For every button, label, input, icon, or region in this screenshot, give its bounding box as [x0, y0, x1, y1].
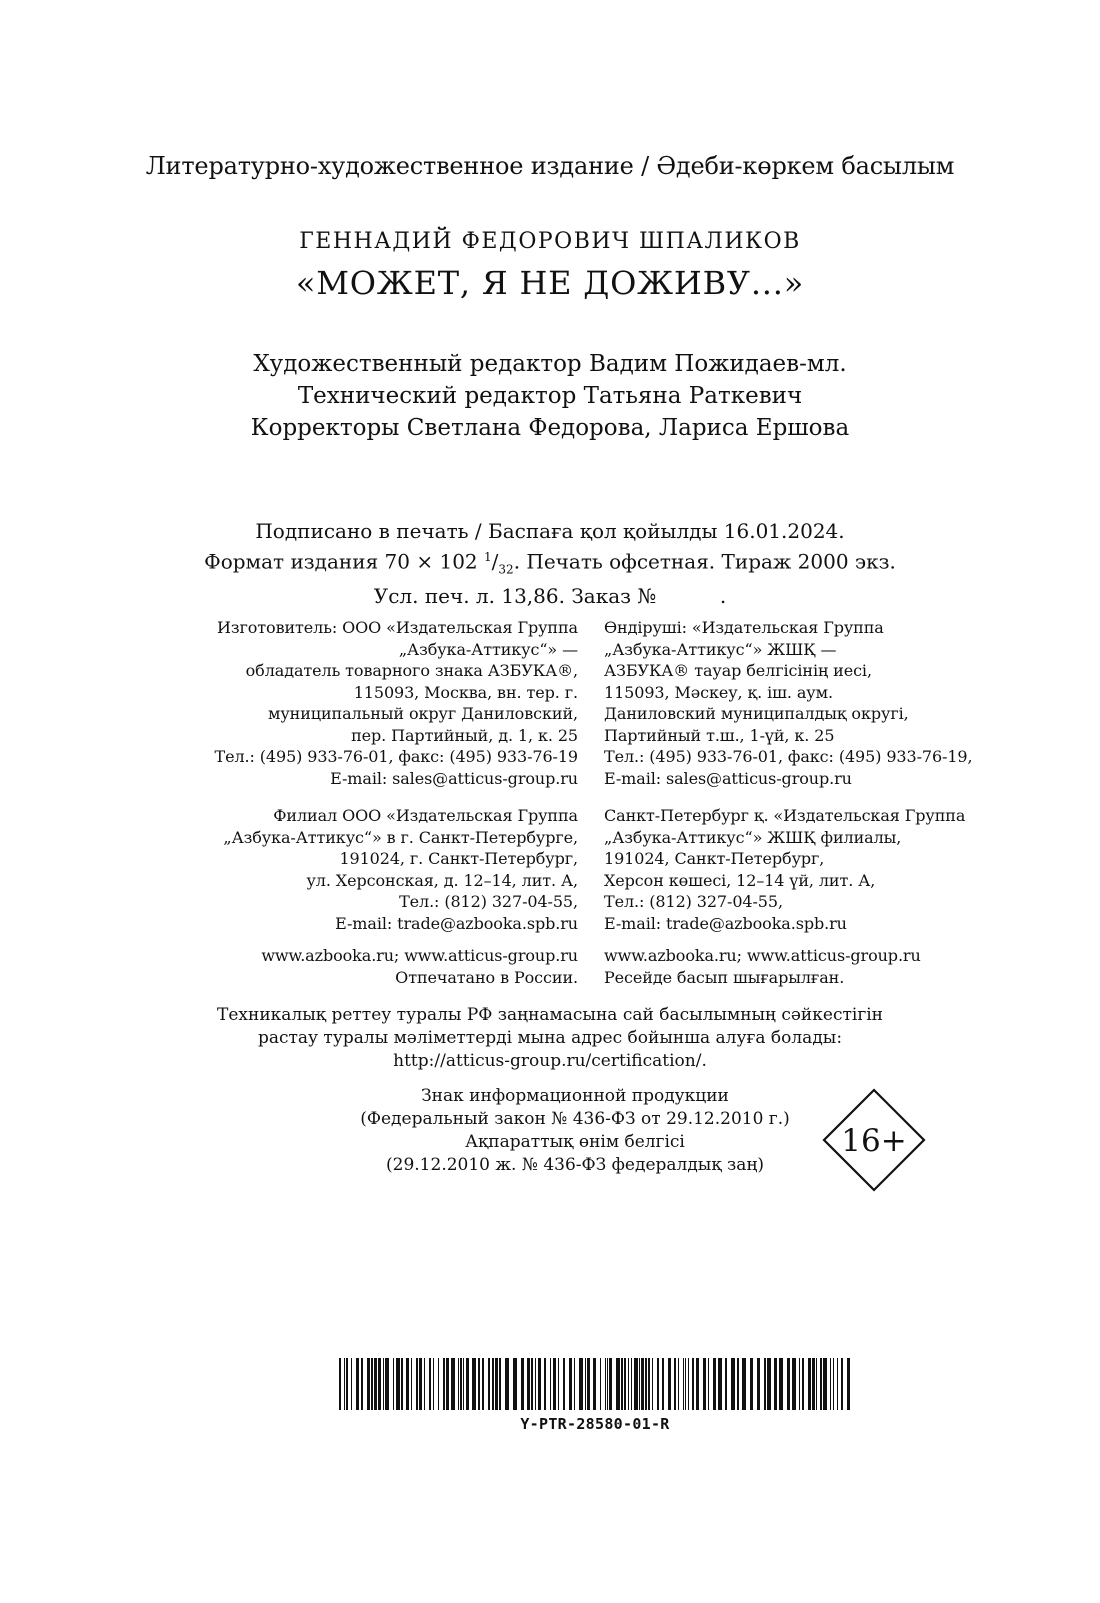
barcode-bar: [648, 1358, 650, 1410]
manufacturer-kz-line: 115093, Мәскеу, қ. іш. аум.: [604, 682, 833, 702]
barcode-bar: [460, 1358, 462, 1410]
barcode-bar: [812, 1358, 815, 1410]
barcode-bar: [505, 1358, 509, 1410]
branch-kz-line: Херсон көшесі, 12–14 үй, лит. А,: [604, 870, 876, 890]
web-ru: [150, 945, 578, 988]
sheets-order: Усл. печ. л. 13,86. Заказ № .: [373, 583, 727, 608]
info-sign-line: Знак информационной продукции: [421, 1086, 729, 1106]
barcode-bar: [657, 1358, 659, 1410]
barcode-bar: [385, 1358, 389, 1410]
barcode: [339, 1358, 851, 1410]
barcode-bar: [792, 1358, 796, 1410]
barcode-bar: [574, 1358, 575, 1410]
barcode-bar: [527, 1358, 530, 1410]
barcode-bar: [371, 1358, 373, 1410]
barcode-bar: [553, 1358, 556, 1410]
barcode-bar: [472, 1358, 476, 1410]
barcode-bar: [587, 1358, 590, 1410]
info-sign-line: (29.12.2010 ж. № 436-ФЗ федералдық заң): [386, 1155, 764, 1175]
web-kz: [604, 945, 1004, 988]
barcode-bar: [841, 1358, 843, 1410]
barcode-bar: [713, 1358, 716, 1410]
branch-ru-line: E-mail: trade@azbooka.spb.ru: [335, 913, 578, 933]
art-editor: Художественный редактор Вадим Пожидаев-мл.: [253, 351, 847, 377]
barcode-bar: [820, 1358, 822, 1410]
manufacturer-ru-line: муниципальный округ Даниловский,: [268, 704, 578, 723]
barcode-bar: [764, 1358, 766, 1410]
barcode-bar: [544, 1358, 546, 1410]
format-suffix: . Печать офсетная. Тираж 2000 экз.: [513, 549, 896, 574]
barcode-bar: [674, 1358, 676, 1410]
barcode-bar: [774, 1358, 777, 1410]
barcode-bar: [799, 1358, 800, 1410]
barcode-bar: [639, 1358, 640, 1410]
barcode-bar: [634, 1358, 638, 1410]
barcode-bar: [406, 1358, 409, 1410]
barcode-bar: [802, 1358, 804, 1410]
barcode-bar: [833, 1358, 834, 1410]
branch-ru-line: Филиал ООО «Издательская Группа: [273, 806, 578, 825]
manufacturer-ru: [150, 617, 578, 789]
manufacturer-kz-line: E-mail: sales@atticus-group.ru: [604, 768, 852, 788]
barcode-bar: [830, 1358, 831, 1410]
manufacturer-kz-line: Партийный т.ш., 1-үй, к. 25: [604, 725, 835, 745]
manufacturer-ru-line: обладатель товарного знака АЗБУКА®,: [245, 661, 578, 680]
manufacturer-ru-line: Изготовитель: ООО «Издательская Группа: [216, 618, 578, 637]
barcode-bar: [688, 1358, 689, 1410]
manufacturer-ru-line: пер. Партийный, д. 1, к. 25: [351, 725, 578, 745]
certification-line: растау туралы мәліметтерді мына адрес бойынша алуға болады:: [257, 1028, 843, 1048]
barcode-bar: [451, 1358, 455, 1410]
barcode-bar: [396, 1358, 400, 1410]
barcode-bar: [346, 1358, 348, 1410]
branch-kz-line: „Азбука-Аттикус“» ЖШҚ филиалы,: [604, 827, 902, 847]
barcode-bar: [725, 1358, 727, 1410]
barcode-bar: [731, 1358, 735, 1410]
barcode-bar: [339, 1358, 341, 1410]
barcode-bar: [378, 1358, 381, 1410]
barcode-bar: [416, 1358, 418, 1410]
barcode-bar: [446, 1358, 449, 1410]
staff-credits: [0, 348, 1100, 444]
format-prefix: Формат издания 70 × 102: [204, 549, 485, 574]
barcode-bar: [605, 1358, 606, 1410]
format-line: [0, 544, 1100, 583]
signed-date: Подписано в печать / Баспаға қол қойылды 16.01.2024.: [255, 519, 845, 543]
barcode-bar: [628, 1358, 629, 1410]
barcode-bar: [492, 1358, 494, 1410]
branch-ru-line: 191024, г. Санкт-Петербург,: [339, 849, 578, 868]
barcode-bar: [779, 1358, 783, 1410]
barcode-bar: [538, 1358, 541, 1410]
manufacturer-kz-line: „Азбука-Аттикус“» ЖШҚ —: [604, 639, 837, 659]
barcode-bar: [356, 1358, 359, 1410]
barcode-bar: [550, 1358, 551, 1410]
tech-editor: Технический редактор Татьяна Раткевич: [297, 383, 803, 409]
barcode-bar: [499, 1358, 501, 1410]
branch-kz-line: Санкт-Петербург қ. «Издательская Группа: [604, 806, 966, 825]
barcode-bar: [767, 1358, 771, 1410]
manufacturer-kz-line: АЗБУКА® тауар белгісінің иесі,: [604, 661, 872, 680]
edition-type: Литературно-художественное издание / Әдеби-көркем басылым: [145, 152, 955, 180]
web-ru-links: www.azbooka.ru; www.atticus-group.ru: [261, 946, 578, 965]
barcode-bar: [750, 1358, 753, 1410]
branch-ru-line: „Азбука-Аттикус“» в г. Санкт-Петербурге,: [223, 827, 578, 847]
barcode-bar: [652, 1358, 653, 1410]
barcode-bar: [466, 1358, 469, 1410]
barcode-bar: [585, 1358, 586, 1410]
info-sign-line: Ақпараттық өнім белгісі: [465, 1132, 685, 1152]
info-product-sign: [325, 1085, 825, 1177]
barcode-bar: [344, 1358, 345, 1410]
author-name: ГЕННАДИЙ ФЕДОРОВИЧ ШПАЛИКОВ: [299, 229, 801, 254]
barcode-bar: [808, 1358, 811, 1410]
barcode-bar: [708, 1358, 709, 1410]
branch-ru-line: ул. Херсонская, д. 12–14, лит. А,: [306, 870, 578, 890]
age-rating-text: 16+: [841, 1123, 907, 1159]
branch-kz-line: 191024, Санкт-Петербург,: [604, 849, 825, 868]
info-sign-line: (Федеральный закон № 436-ФЗ от 29.12.2010 г.): [360, 1109, 790, 1129]
barcode-bar: [438, 1358, 439, 1410]
barcode-bar: [411, 1358, 412, 1410]
branch-kz-line: E-mail: trade@azbooka.spb.ru: [604, 913, 847, 933]
barcode-bar: [374, 1358, 377, 1410]
manufacturer-kz: [604, 617, 1004, 789]
barcode-bar: [683, 1358, 684, 1410]
barcode-bar: [513, 1358, 517, 1410]
branch-kz-line: Тел.: (812) 327-04-55,: [604, 892, 783, 911]
barcode-bar: [367, 1358, 370, 1410]
barcode-code: Y-PTR-28580-01-R: [520, 1415, 670, 1433]
barcode-bar: [579, 1358, 583, 1410]
barcode-bar: [696, 1358, 699, 1410]
manufacturer-ru-line: Тел.: (495) 933-76-01, факс: (495) 933-76-19: [214, 747, 578, 766]
branch-ru-line: Тел.: (812) 327-04-55,: [399, 892, 578, 911]
barcode-bar: [488, 1358, 490, 1410]
barcode-bar: [662, 1358, 664, 1410]
barcode-bar: [703, 1358, 706, 1410]
manufacturer-kz-line: Өндіруші: «Издательская Группа: [604, 618, 884, 637]
manufacturer-kz-line: Тел.: (495) 933-76-01, факс: (495) 933-76-19,: [604, 747, 973, 766]
format-numerator: 1: [484, 550, 492, 564]
barcode-bar: [737, 1358, 739, 1410]
barcode-bar: [424, 1358, 425, 1410]
barcode-bar: [816, 1358, 817, 1410]
format-denominator: 32: [498, 562, 514, 577]
barcode-bar: [558, 1358, 559, 1410]
barcode-bar: [607, 1358, 608, 1410]
manufacturer-kz-line: Даниловский муниципалдық округі,: [604, 704, 909, 723]
barcode-bar: [787, 1358, 790, 1410]
barcode-bar: [361, 1358, 363, 1410]
print-info: [0, 518, 1100, 609]
barcode-bar: [393, 1358, 394, 1410]
barcode-bar: [351, 1358, 352, 1410]
barcode-bar: [478, 1358, 480, 1410]
printed-in-ru: Отпечатано в России.: [395, 967, 578, 987]
barcode-bar: [531, 1358, 533, 1410]
certification-line: Техникалық реттеу туралы РФ заңнамасына сай басылымның сәйкестігін: [217, 1005, 883, 1025]
age-rating-diamond: [822, 1088, 926, 1192]
branch-kz: [604, 805, 1004, 934]
barcode-bar: [678, 1358, 679, 1410]
printed-in-kz: Ресейде басып шығарылған.: [604, 967, 845, 987]
proofreaders: Корректоры Светлана Федорова, Лариса Ершова: [250, 415, 850, 441]
book-title: «МОЖЕТ, Я НЕ ДОЖИВУ...»: [295, 264, 805, 302]
barcode-bar: [823, 1358, 827, 1410]
barcode-bar: [443, 1358, 445, 1410]
barcode-bar: [668, 1358, 671, 1410]
barcode-bar: [569, 1358, 572, 1410]
manufacturer-ru-line: E-mail: sales@atticus-group.ru: [330, 768, 578, 788]
barcode-bar: [521, 1358, 524, 1410]
barcode-bar: [641, 1358, 644, 1410]
barcode-bar: [419, 1358, 422, 1410]
barcode-bar: [600, 1358, 601, 1410]
certification-url: http://atticus-group.ru/certification/.: [393, 1051, 707, 1071]
barcode-bar: [742, 1358, 746, 1410]
barcode-bar: [624, 1358, 626, 1410]
barcode-bar: [621, 1358, 623, 1410]
barcode-bar: [645, 1358, 647, 1410]
barcode-bar: [482, 1358, 484, 1410]
barcode-bar: [685, 1358, 686, 1410]
branch-ru: [150, 805, 578, 934]
web-kz-links: www.azbooka.ru; www.atticus-group.ru: [604, 946, 921, 965]
barcode-bar: [458, 1358, 459, 1410]
barcode-bar: [593, 1358, 596, 1410]
barcode-bar: [718, 1358, 722, 1410]
manufacturer-ru-line: 115093, Москва, вн. тер. г.: [353, 682, 578, 702]
barcode-bar: [433, 1358, 434, 1410]
barcode-bar: [692, 1358, 694, 1410]
barcode-bar: [401, 1358, 403, 1410]
barcode-bar: [847, 1358, 850, 1410]
barcode-bar: [616, 1358, 620, 1410]
barcode-bar: [429, 1358, 431, 1410]
barcode-bars: [339, 1358, 851, 1410]
barcode-bar: [563, 1358, 565, 1410]
barcode-bar: [383, 1358, 384, 1410]
format-slash: /: [491, 549, 499, 574]
age-rating-badge: [822, 1088, 926, 1192]
barcode-bar: [609, 1358, 612, 1410]
barcode-bar: [837, 1358, 838, 1410]
barcode-bar: [535, 1358, 536, 1410]
barcode-bar: [495, 1358, 498, 1410]
barcode-bar: [463, 1358, 464, 1410]
certification-note: [0, 1004, 1100, 1073]
barcode-bar: [757, 1358, 760, 1410]
manufacturer-ru-line: „Азбука-Аттикус“» —: [398, 639, 578, 659]
barcode-bar: [631, 1358, 632, 1410]
